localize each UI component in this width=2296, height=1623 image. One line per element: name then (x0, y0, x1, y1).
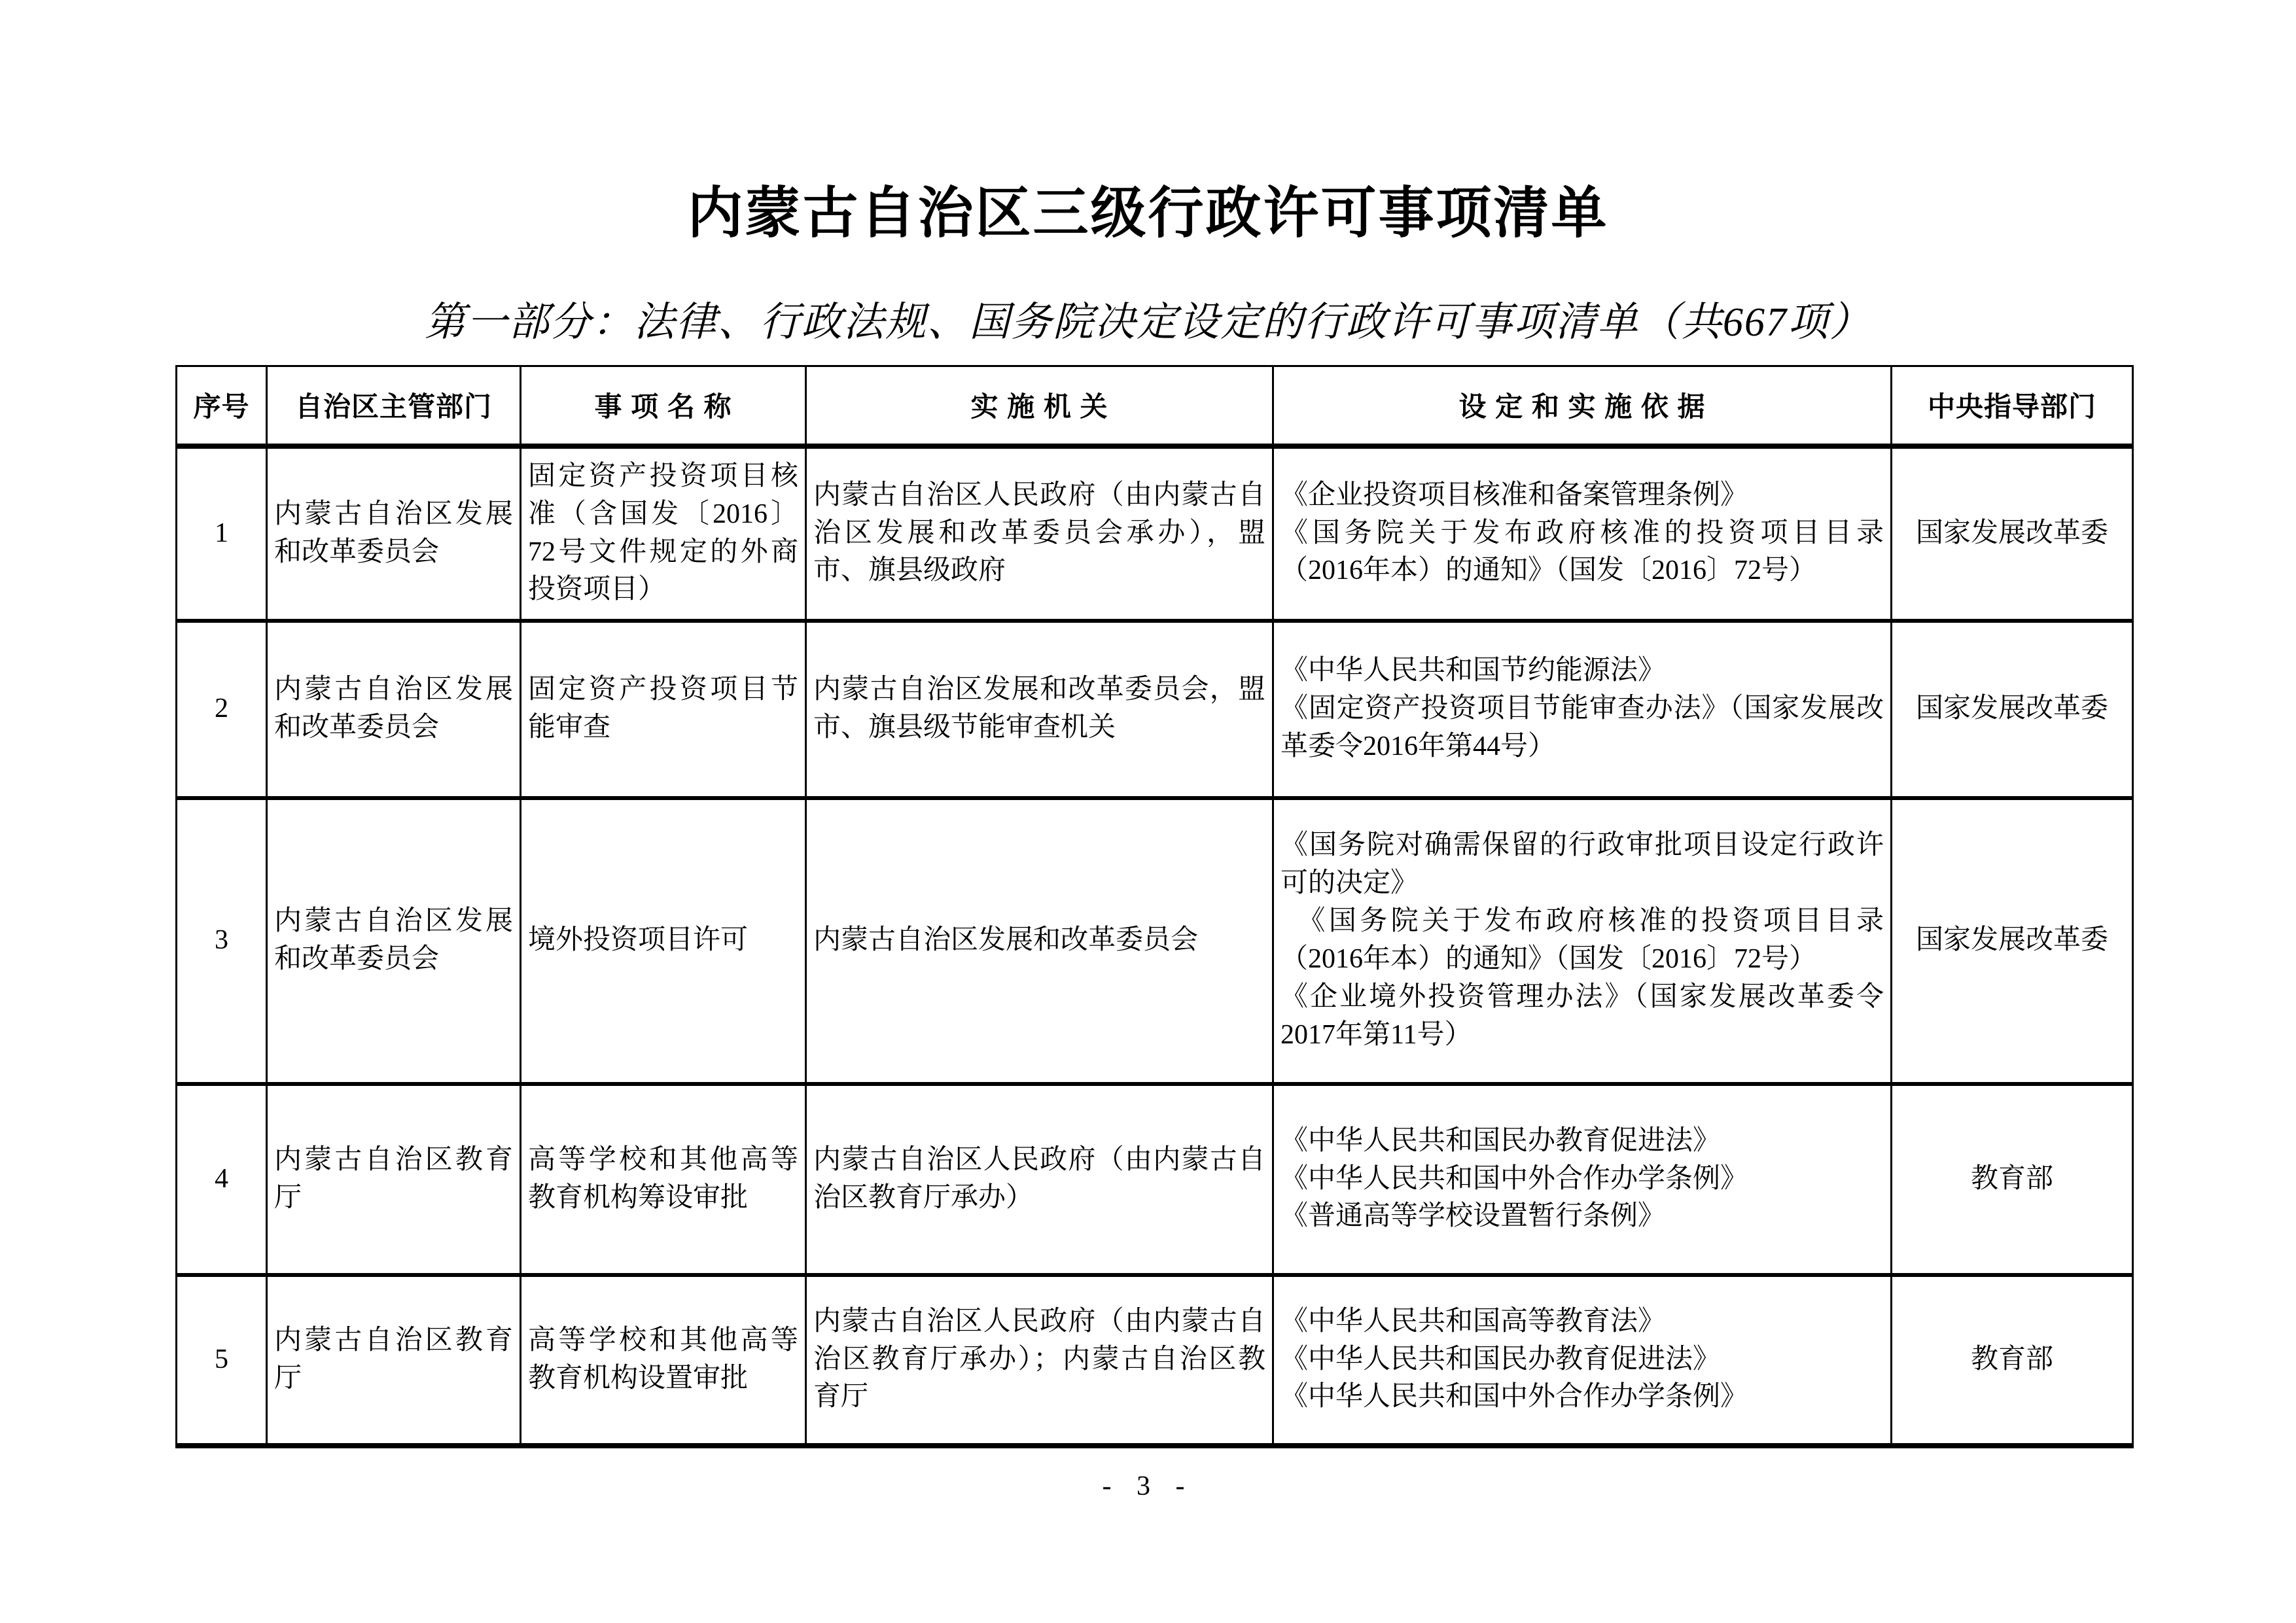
basis-line: 《国务院对确需保留的行政审批项目设定行政许可的决定》 (1280, 830, 1884, 899)
page-subtitle: 第一部分：法律、行政法规、国务院决定设定的行政许可事项清单（共667项） (424, 300, 1871, 345)
page-number: - 3 - (1102, 1471, 1194, 1501)
table-row-5 (177, 1275, 2133, 1446)
implementing-agency-cell: 内蒙古自治区人民政府（由内蒙古自治区教育厅承办）；内蒙古自治区教育厅 (806, 1275, 1273, 1446)
item-name-cell: 境外投资项目许可 (521, 798, 806, 1084)
central-department-cell: 教育部 (1892, 1275, 2133, 1446)
header-serial-number: 序号 (177, 366, 267, 446)
item-name-cell: 高等学校和其他高等教育机构设置审批 (521, 1275, 806, 1446)
implementing-agency-cell: 内蒙古自治区人民政府（由内蒙古自治区发展和改革委员会承办），盟市、旗县级政府 (806, 446, 1273, 621)
basis-line: 《中华人民共和国中外合作办学条例》 (1280, 1382, 1748, 1412)
table-row-1 (177, 446, 2133, 621)
row-number: 4 (177, 1084, 267, 1275)
header-region-department: 自治区主管部门 (267, 366, 521, 446)
item-name-cell: 固定资产投资项目核准（含国发〔2016〕72号文件规定的外商投资项目） (521, 446, 806, 621)
implementing-agency-cell: 内蒙古自治区发展和改革委员会 (806, 798, 1273, 1084)
legal-basis-cell (1273, 1275, 1892, 1446)
basis-line: 《企业境外投资管理办法》（国家发展改革委令2017年第11号） (1280, 981, 1884, 1050)
legal-basis-cell (1273, 798, 1892, 1084)
header-item-name: 事 项 名 称 (521, 366, 806, 446)
implementing-agency-cell: 内蒙古自治区人民政府（由内蒙古自治区教育厅承办） (806, 1084, 1273, 1275)
department-cell: 内蒙古自治区发展和改革委员会 (267, 798, 521, 1084)
basis-line: 《国务院关于发布政府核准的投资项目目录（2016年本）的通知》（国发〔2016〕72号） (1280, 906, 1884, 974)
row-number: 1 (177, 446, 267, 621)
legal-basis-cell (1273, 621, 1892, 798)
central-department-cell: 国家发展改革委 (1892, 798, 2133, 1084)
basis-line: 《中华人民共和国中外合作办学条例》 (1280, 1163, 1748, 1194)
header-legal-basis: 设 定 和 实 施 依 据 (1273, 366, 1892, 446)
table-row-4 (177, 1084, 2133, 1275)
department-cell: 内蒙古自治区教育厅 (267, 1084, 521, 1275)
central-department-cell: 国家发展改革委 (1892, 446, 2133, 621)
item-name-cell: 高等学校和其他高等教育机构筹设审批 (521, 1084, 806, 1275)
header-implementing-agency: 实 施 机 关 (806, 366, 1273, 446)
implementing-agency-cell: 内蒙古自治区发展和改革委员会，盟市、旗县级节能审查机关 (806, 621, 1273, 798)
item-name-cell: 固定资产投资项目节能审查 (521, 621, 806, 798)
table-row-2 (177, 621, 2133, 798)
basis-line: 《企业投资项目核准和备案管理条例》 (1280, 480, 1748, 510)
basis-line: 《中华人民共和国高等教育法》 (1280, 1306, 1666, 1336)
legal-basis-cell (1273, 446, 1892, 621)
page-title: 内蒙古自治区三级行政许可事项清单 (687, 183, 1609, 245)
basis-line: 《中华人民共和国民办教育促进法》 (1280, 1125, 1721, 1156)
central-department-cell: 国家发展改革委 (1892, 621, 2133, 798)
department-cell: 内蒙古自治区发展和改革委员会 (267, 621, 521, 798)
row-number: 3 (177, 798, 267, 1084)
basis-line: 《中华人民共和国民办教育促进法》 (1280, 1344, 1721, 1374)
basis-line: 《国务院关于发布政府核准的投资项目目录（2016年本）的通知》（国发〔2016〕72号） (1280, 517, 1884, 586)
table-row-3 (177, 798, 2133, 1084)
central-department-cell: 教育部 (1892, 1084, 2133, 1275)
licensing-items-table (175, 365, 2134, 1448)
basis-line: 《中华人民共和国节约能源法》 (1280, 655, 1666, 686)
basis-line: 《固定资产投资项目节能审查办法》（国家发展改革委令2016年第44号） (1280, 693, 1884, 761)
header-row (177, 366, 2133, 446)
basis-line: 《普通高等学校设置暂行条例》 (1280, 1201, 1666, 1232)
legal-basis-cell (1273, 1084, 1892, 1275)
row-number: 2 (177, 621, 267, 798)
department-cell: 内蒙古自治区发展和改革委员会 (267, 446, 521, 621)
table-body (177, 446, 2133, 1446)
row-number: 5 (177, 1275, 267, 1446)
header-central-department: 中央指导部门 (1892, 366, 2133, 446)
department-cell: 内蒙古自治区教育厅 (267, 1275, 521, 1446)
table-header (177, 366, 2133, 446)
